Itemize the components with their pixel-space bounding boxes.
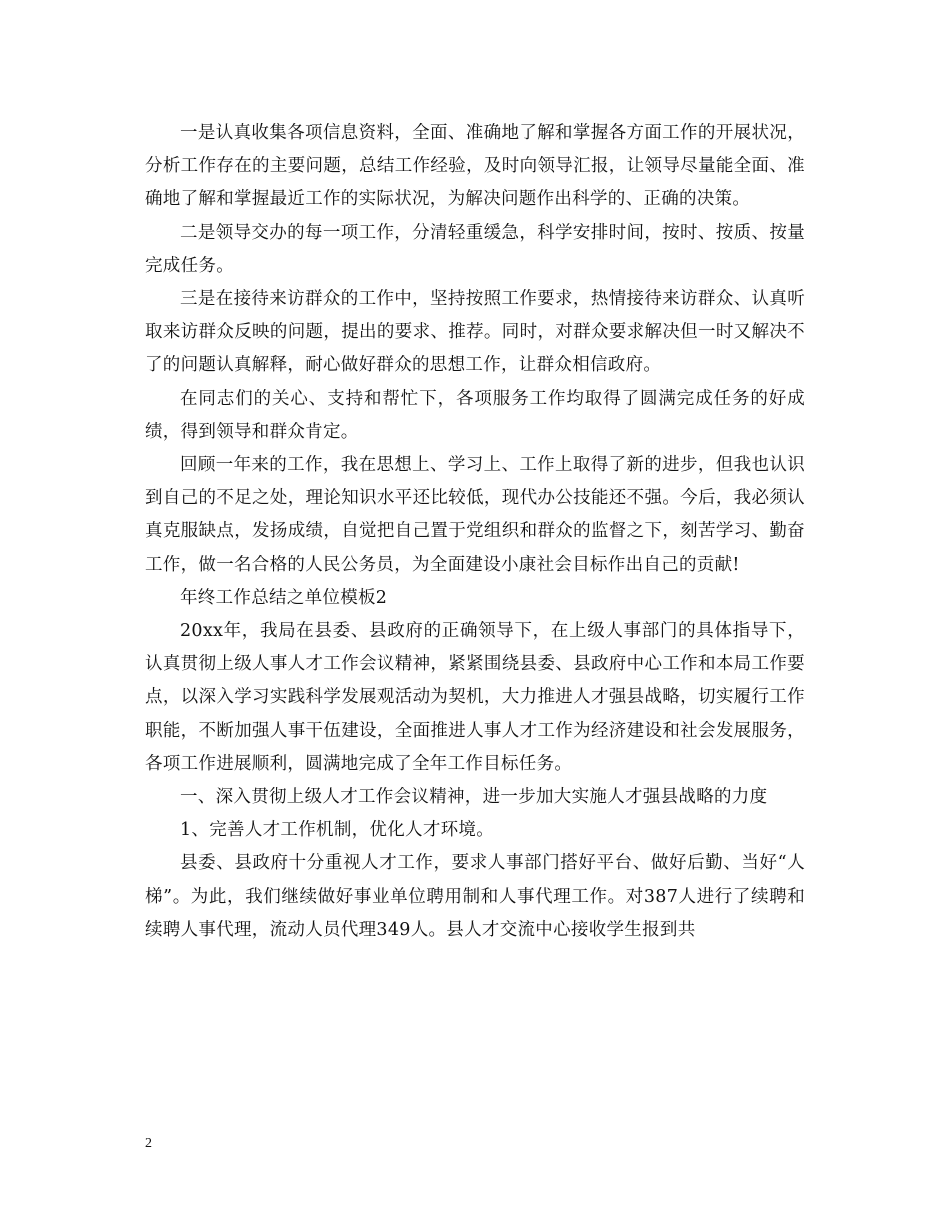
paragraph-3: 三是在接待来访群众的工作中，坚持按照工作要求，热情接待来访群众、认真听取来访群众反映的问题，提出的要求、推荐。同时，对群众要求解决但一时又解决不了的问题认真解释，耐心做好群众的思想工作，让群众相信政府。 [145,289,805,376]
subsection-heading: 一、深入贯彻上级人才工作会议精神，进一步加大实施人才强县战略的力度 [180,787,768,808]
paragraph-5: 回顾一年来的工作，我在思想上、学习上、工作上取得了新的进步，但我也认识到自己的不足之处，理论知识水平还比较低，现代办公技能还不强。今后，我必须认真克服缺点，发扬成绩，自觉把自己置于党组织和群众的监督之下，刻苦学习、勤奋工作，做一名合格的人民公务员，为全面建设小康社会目标作出自己的贡献! [145,455,805,575]
paragraph-1: 一是认真收集各项信息资料，全面、准确地了解和掌握各方面工作的开展状况，分析工作存在的主要问题，总结工作经验，及时向领导汇报，让领导尽量能全面、准确地了解和掌握最近工作的实际状况，为解决问题作出科学的、正确的决策。 [145,123,805,210]
item-heading: 1、完善人才工作机制，优化人才环境。 [180,820,495,841]
paragraph-10: 县委、县政府十分重视人才工作，要求人事部门搭好平台、做好后勤、当好“人梯”。为此，我们继续做好事业单位聘用制和人事代理工作。对387人进行了续聘和续聘人事代理，流动人员代理349人。县人才交流中心接收学生报到共 [145,853,805,940]
page-number: 2 [145,1136,152,1151]
paragraph-2: 二是领导交办的每一项工作，分清轻重缓急，科学安排时间，按时、按质、按量完成任务。 [145,222,805,276]
section-heading: 年终工作总结之单位模板2 [180,587,388,608]
paragraph-4: 在同志们的关心、支持和帮忙下，各项服务工作均取得了圆满完成任务的好成绩，得到领导和群众肯定。 [145,388,805,442]
document-body [145,117,805,947]
paragraph-7: 20xx年，我局在县委、县政府的正确领导下，在上级人事部门的具体指导下，认真贯彻上级人事人才工作会议精神，紧紧围绕县委、县政府中心工作和本局工作要点，以深入学习实践科学发展观活动为契机，大力推进人才强县战略，切实履行工作职能，不断加强人事干伍建设，全面推进人事人才工作为经济建设和社会发展服务，各项工作进展顺利，圆满地完成了全年工作目标任务。 [145,621,805,774]
